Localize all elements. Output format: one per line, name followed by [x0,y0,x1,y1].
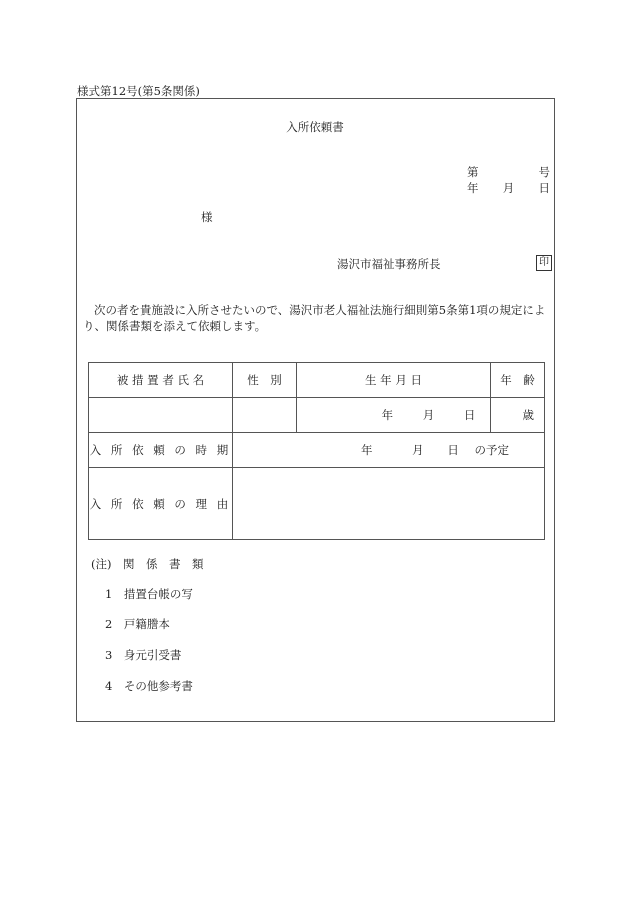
age-cell[interactable] [491,398,545,433]
date-day: 日 [538,181,550,195]
age-unit: 歳 [522,408,534,422]
date-month: 月 [502,181,515,195]
number-prefix: 第 [467,165,479,179]
note-item: 2 戸籍謄本 [105,617,170,631]
sex-cell[interactable] [233,398,297,433]
period-month-unit: 月 [412,443,424,457]
header-birthdate: 生 年 月 日 [297,363,491,398]
header-age: 年 齢 [491,363,545,398]
period-value-cell[interactable] [233,433,545,468]
table-header-row [89,363,545,398]
birthdate-cell[interactable] [297,398,491,433]
period-row [89,433,545,468]
document-title: 入所依頼書 [286,120,344,134]
seal-mark: 印 [536,255,552,271]
period-year-unit: 年 [361,443,373,457]
document-date-row [467,180,550,196]
period-suffix: の予定 [474,443,509,457]
sender-name: 湯沢市福祉事務所長 [337,257,441,271]
notes-title: (注) 関 係 書 類 [91,557,204,571]
note-item: 4 その他参考書 [105,679,193,693]
reason-value-cell[interactable] [233,468,545,540]
number-suffix: 号 [538,165,550,179]
header-sex: 性 別 [233,363,297,398]
addressee-honorific: 様 [201,210,213,224]
birth-month-unit: 月 [422,408,435,422]
note-item: 3 身元引受書 [105,648,182,662]
period-day-unit: 日 [447,443,459,457]
applicant-info-table [88,362,545,540]
request-body-text: 次の者を貴施設に入所させたいので、湯沢市老人福祉法施行細則第5条第1項の規定により、関係書類を添えて依頼します。 [83,303,546,333]
name-cell[interactable] [89,398,233,433]
period-label: 入 所 依 頼 の 時 期 [89,433,233,468]
header-name: 被 措 置 者 氏 名 [89,363,233,398]
document-number-row [467,164,550,180]
table-data-row [89,398,545,433]
reason-row [89,468,545,540]
birth-year-unit: 年 [381,408,394,422]
note-item: 1 措置台帳の写 [105,587,193,601]
form-number-label: 様式第12号(第5条関係) [77,84,200,98]
date-year: 年 [467,181,479,195]
birth-day-unit: 日 [463,408,476,422]
reason-label: 入 所 依 頼 の 理 由 [89,468,233,540]
